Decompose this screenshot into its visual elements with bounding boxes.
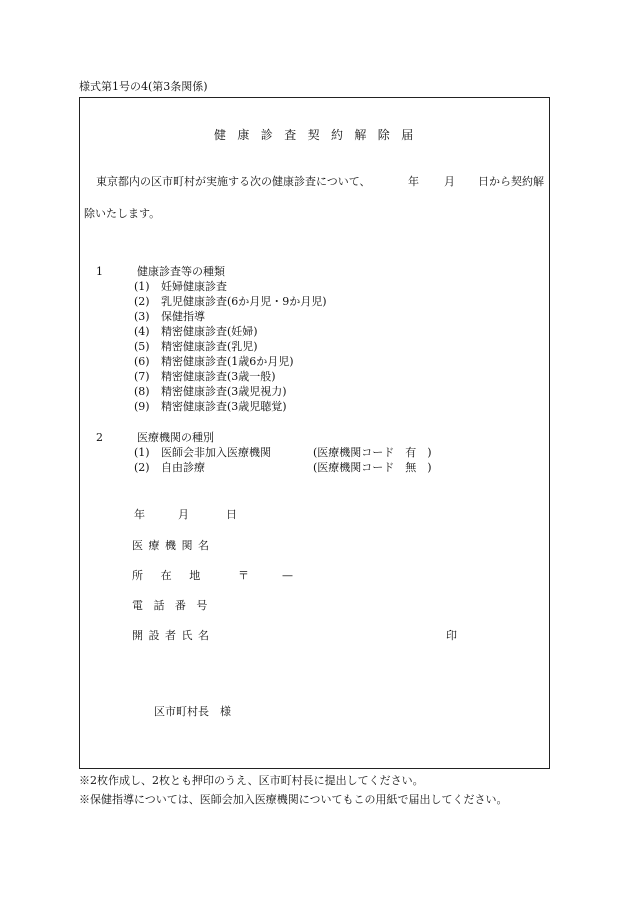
addressee: 区市町村長 様 bbox=[154, 705, 231, 718]
list-item-label: 妊婦健康診査 bbox=[161, 280, 227, 293]
list-item-number: (9) bbox=[134, 400, 150, 413]
intro-line2: 除いたします。 bbox=[84, 207, 161, 220]
form-number: 様式第1号の4(第3条関係) bbox=[79, 80, 208, 93]
institution-code-note: (医療機関コード 有 ) bbox=[313, 446, 432, 459]
list-item-label: 精密健康診査(妊婦) bbox=[161, 325, 258, 338]
intro-year-label: 年 bbox=[408, 175, 419, 188]
list-item-number: (7) bbox=[134, 370, 150, 383]
postal-mark: 〒 bbox=[238, 569, 249, 582]
form-title: 健康診査契約解除届 bbox=[214, 128, 425, 142]
list-item-label: 精密健康診査(3歳児視力) bbox=[161, 385, 287, 398]
section2-number: 2 bbox=[96, 431, 103, 444]
list-item-number: (1) bbox=[134, 446, 150, 459]
list-item-number: (2) bbox=[134, 461, 150, 474]
section2-heading: 医療機関の種別 bbox=[137, 431, 214, 444]
postal-dash: — bbox=[282, 569, 293, 582]
seal-mark: 印 bbox=[446, 629, 457, 642]
founder-name-label: 開設者氏名 bbox=[132, 629, 215, 642]
list-item-number: (4) bbox=[134, 325, 150, 338]
date-year-label: 年 bbox=[134, 508, 145, 521]
institution-code-note: (医療機関コード 無 ) bbox=[313, 461, 432, 474]
list-item-label: 精密健康診査(3歳児聴覚) bbox=[161, 400, 287, 413]
institution-name-label: 医療機関名 bbox=[132, 539, 215, 552]
date-month-label: 月 bbox=[178, 508, 189, 521]
list-item-number: (8) bbox=[134, 385, 150, 398]
list-item-number: (1) bbox=[134, 280, 150, 293]
address-label: 所在地 bbox=[132, 569, 218, 582]
note-2: ※保健指導については、医師会加入医療機関についてもこの用紙で届出してください。 bbox=[79, 793, 508, 806]
list-item-number: (5) bbox=[134, 340, 150, 353]
intro-line1-end: 日から契約解 bbox=[478, 175, 544, 188]
list-item-number: (3) bbox=[134, 310, 150, 323]
list-item-number: (2) bbox=[134, 295, 150, 308]
section1-heading: 健康診査等の種類 bbox=[137, 265, 225, 278]
date-day-label: 日 bbox=[226, 508, 237, 521]
list-item-number: (6) bbox=[134, 355, 150, 368]
list-item-label: 精密健康診査(1歳6か月児) bbox=[161, 355, 294, 368]
list-item-label: 精密健康診査(3歳一般) bbox=[161, 370, 276, 383]
list-item-label: 医師会非加入医療機関 bbox=[161, 446, 271, 459]
list-item-label: 保健指導 bbox=[161, 310, 205, 323]
intro-line1: 東京都内の区市町村が実施する次の健康診査について、 bbox=[96, 175, 371, 188]
list-item-label: 精密健康診査(乳児) bbox=[161, 340, 258, 353]
section1-number: 1 bbox=[96, 265, 103, 278]
list-item-label: 乳児健康診査(6か月児・9か月児) bbox=[161, 295, 327, 308]
note-1: ※2枚作成し、2枚とも押印のうえ、区市町村長に提出してください。 bbox=[79, 774, 424, 787]
phone-label: 電話番号 bbox=[132, 599, 218, 612]
list-item-label: 自由診療 bbox=[161, 461, 205, 474]
intro-month-label: 月 bbox=[444, 175, 455, 188]
